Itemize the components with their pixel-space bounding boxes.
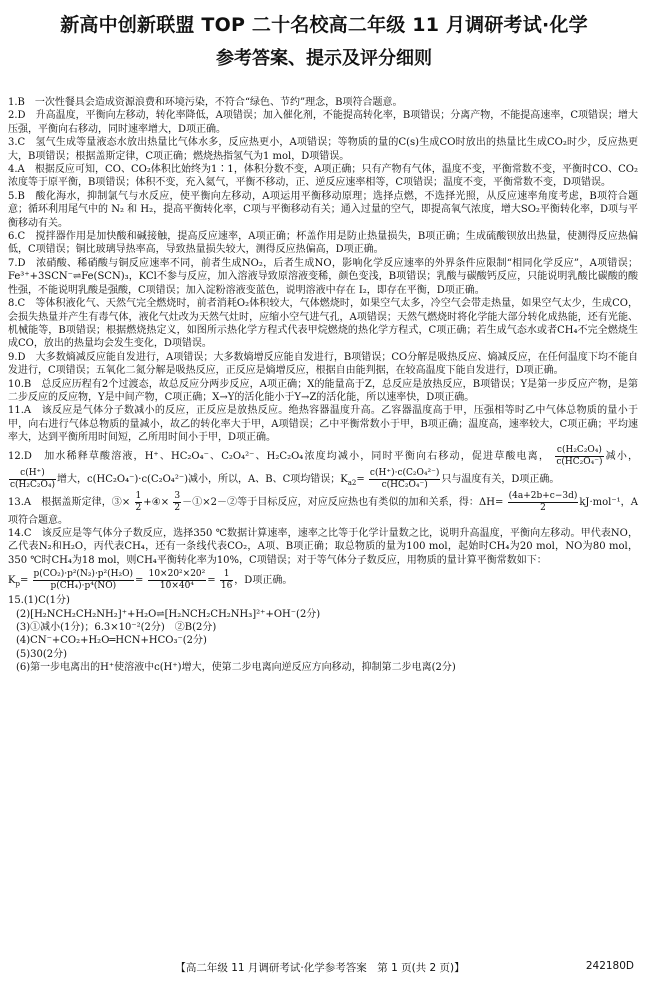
item12-text-2: 增大，c(HC₂O₄⁻)·c(C₂O₄²⁻)减小，所以，A、B、C项均错误；K	[57, 473, 348, 485]
item12-lead: 12.D 加水稀释草酸溶液，H⁺、HC₂O₄⁻、C₂O₄²⁻、H₂C₂O₄浓度均减小，同时平衡向右移动，促进草酸电离，	[8, 450, 550, 462]
answer-item-1: 1.B 一次性餐具会造成资源浪费和环境污染，不符合“绿色、节约”理念，B项符合题意。	[8, 97, 403, 108]
answer-item-3: 3.C 氢气生成等量液态水放出热量比气体水多，反应热更小，A项错误；等物质的量的C(s)生成CO时放出的热量比生成CO₂时少，反应热更大，B项错误；根据盖斯定律，C项正确；燃烧热指氢气为1 mol，D项错误。	[8, 137, 638, 162]
item12-f3-denominator: c(HC₂O₄⁻)	[381, 479, 428, 490]
item14-tail: ，D项正确。	[234, 575, 293, 587]
answer-item-15	[8, 594, 638, 674]
answer-body	[8, 96, 638, 675]
item14-kp-formula	[8, 569, 638, 592]
item14-kp: K	[8, 575, 16, 587]
item13-text-3: kJ·mol⁻¹，A项符合题意。	[8, 496, 638, 526]
item14-f3-denominator: 16	[220, 581, 233, 592]
footer-code: 242180D	[585, 960, 634, 972]
item12-fraction-3	[369, 468, 440, 491]
answer-item-9: 9.D 大多数熵减反应能自发进行，A项错误；大多数熵增反应能自发进行，B项错误；CO分解是吸热反应、熵减反应，在任何温度下均不能自发进行，C项错误；五氧化二氮分解是吸热反应，正反应是熵增反应，根据自由能判据，在较高温度下能自发进行，D项正确。	[8, 351, 638, 377]
item13-f2-numerator: 3	[174, 490, 181, 501]
answer-item-13	[8, 491, 638, 527]
item15-line-5: (5)30(2分)	[16, 648, 68, 660]
item15-head: 15.(1)C(1分)	[8, 595, 70, 607]
page-title: 新高中创新联盟 TOP 二十名校高二年级 11 月调研考试·化学	[60, 14, 588, 36]
answer-item-6: 6.C 搅拌器作用是加快酸和碱接触，提高反应速率，A项正确；杯盖作用是防止热量损失，B项正确；生成硫酸钡放出热量，使测得反应热偏低，C项错误；铜比玻璃导热率高，导致热量损失较大，测得反应热偏高，D项正确。	[8, 231, 638, 256]
item14-f1-denominator: p(CH₄)·p⁴(NO)	[50, 581, 117, 592]
answer-item-5: 5.B 酸化海水，抑制氯气与水反应，使平衡向左移动，A项运用平衡移动原理；选择点燃，不选择光照，从反应速率角度考虑，B项符合题意；循环利用尾气中的 N₂ 和 H₂，提高平衡转化率，C项与平衡移动有关；通入过量的空气，即提高氧气浓度，增大SO₂平衡转化率，D项与平衡移动有关。	[8, 190, 638, 229]
item13-f3-numerator: (4a+2b+c−3d)	[508, 490, 578, 501]
item14-f1-numerator: p(CO₂)·p²(N₂)·p²(H₂O)	[33, 569, 134, 580]
item12-text-1: 减小，	[604, 450, 638, 462]
answer-item-14	[8, 527, 638, 592]
answer-item-11: 11.A 该反应是气体分子数减小的反应，正反应是放热反应。绝热容器温度升高。乙容器温度高于甲，压强相等时乙中气体总物质的量小于甲，向右进行气体总物质的量减小，故乙的转化率大于甲，A项错误；乙中平衡常数小于甲，B项正确；温度高，速率较大，C项正确；平均速率大，达到平衡所用时间短，乙所用时间小于甲，D项正确。	[8, 405, 638, 444]
item12-f2-denominator: c(H₂C₂O₄)	[10, 479, 55, 490]
item15-sub-list	[8, 608, 638, 675]
item12-f1-denominator: c(HC₂O₄⁻)	[556, 456, 603, 467]
item13-f1-numerator: 1	[135, 490, 142, 501]
item15-line-2: (2)[H₂NCH₂CH₂NH₂]⁺+H₂O⇌[H₂NCH₂CH₂NH₃]²⁺+OH⁻(2分)	[16, 608, 321, 620]
item15-line-4: (4)CN⁻+CO₂+H₂O═HCN+HCO₃⁻(2分)	[16, 635, 207, 647]
item13-fraction-1	[135, 491, 143, 514]
item14-eq-1: =	[19, 575, 29, 587]
item14-fraction-1	[33, 569, 134, 592]
item14-kp-subscript: p	[15, 580, 20, 589]
footer-page-info: 【高二年级 11 月调研考试·化学参考答案 第 1 页(共 2 页)】	[175, 962, 465, 974]
item14-f2-numerator: 10×20²×20²	[148, 569, 206, 580]
item13-text-1: +④×	[143, 496, 170, 508]
item14-fraction-3	[220, 569, 233, 592]
page-subtitle: 参考答案、提示及评分细则	[216, 48, 432, 69]
item13-fraction-3	[508, 491, 579, 514]
item13-f1-denominator: 2	[135, 502, 142, 513]
answer-item-7: 7.D 浓硝酸、稀硝酸与铜反应速率不同，前者生成NO₂，后者生成NO，影响化学反应速率的外界条件应限制“相同化学反应”，A项错误；Fe³⁺+3SCN⁻⇌Fe(SCN)₃，KCl不参与反应，加入溶液导致原溶液变稀，颜色变浅，B项错误；乳酸与碳酸钙反应，只能说明乳酸比碳酸的酸性强，不能说明乳酸是强酸，C项错误；加入淀粉溶液变蓝色，说明溶液中存在 I₂，即存在平衡，D项正确。	[8, 257, 638, 296]
item14-text: 14.C 该反应是等气体分子数反应，选择350 ℃数据计算速率，速率之比等于化学计量数之比，说明升高温度，平衡向左移动。甲代表NO，乙代表N₂和H₂O，丙代表CH₄，还有一条线代表CO₂，A项、B项正确；取总物质的量为100 mol，起始时CH₄为20 mol，NO为80 mol，350 ℃时CH₄为18 mol，则CH₄平衡转化率为10%，C项错误；对于等气体分子数反应，用物质的量计算平衡常数如下：	[8, 527, 638, 566]
item14-fraction-2	[148, 569, 207, 592]
answer-item-10: 10.B 总反应历程有2个过渡态，故总反应分两步反应，A项正确；X的能量高于Z，总反应是放热反应，B项错误；Y是第一步反应产物，是第二步反应的反应物，Y是中间产物，C项正确；X→Y的活化能小于Y→Z的活化能，所以速率快，D项正确。	[8, 378, 638, 403]
answer-item-12	[8, 445, 638, 491]
item14-eq-3: =	[207, 575, 216, 587]
item14-eq-2: =	[135, 575, 144, 587]
item15-line-6: (6)第一步电离出的H⁺使溶液中c(H⁺)增大，使第二步电离向逆反应方向移动，抑制第二步电离(2分)	[16, 662, 456, 674]
item12-f3-numerator: c(H⁺)·c(C₂O₄²⁻)	[369, 467, 440, 478]
item12-text-3: 只与温度有关，D项正确。	[441, 473, 560, 485]
item14-f2-denominator: 10×40⁴	[159, 581, 194, 592]
item13-text-2: －①×2－②等于目标反应，对应反应热也有类似的加和关系，得：ΔH=	[182, 496, 504, 508]
item12-ka2-subscript: a2	[347, 478, 357, 487]
answer-item-8: 8.C 等体积液化气、天然气完全燃烧时，前者消耗O₂体积较大，气体燃烧时，如果空气太多，冷空气会带走热量，如果空气太少，生成CO，会损失热量并产生有毒气体，液化气灶改为天然气灶时，应缩小空气进气孔，A项错误；天然气燃烧时将化学能大部分转化成热能，还有光能、机械能等，B项错误；根据燃烧热定义，如图所示热化学方程式代表甲烷燃烧的热化学方程式，C项正确；若生成气态水或者CH₄不完全燃烧生成CO，放出的热量均会发生变化，D项错误。	[8, 298, 638, 350]
item12-fraction-1	[555, 445, 603, 468]
item14-f3-numerator: 1	[220, 569, 233, 581]
item13-lead: 13.A 根据盖斯定律，③×	[8, 496, 131, 508]
item12-f2-numerator: c(H⁺)	[9, 468, 56, 480]
item12-f1-numerator: c(H₂C₂O₄)	[556, 444, 602, 455]
item13-fraction-2	[173, 491, 181, 514]
answer-item-4: 4.A 根据反应可知，CO、CO₂体积比始终为1∶1，体积分数不变，A项正确；只有产物有气体，温度不变，平衡常数不变，平衡时CO、CO₂浓度等于原平衡，B项错误；体积不变，充入氦气，平衡不移动，正、逆反应速率相等，C项错误；温度不变，平衡常数不变，D项错误。	[8, 164, 638, 189]
item13-f2-denominator: 2	[174, 502, 181, 513]
answer-item-2: 2.D 升高温度，平衡向左移动，转化率降低，A项错误；加入催化剂，不能提高转化率，B项错误；分离产物，不能提高速率，C项错误；增大压强，平衡向右移动，同时速率增大，D项正确。	[8, 110, 638, 135]
item12-fraction-2	[9, 468, 56, 491]
item15-line-3: (3)①减小(1分)；6.3×10⁻²(2分) ②B(2分)	[16, 622, 217, 633]
item12-equals: =	[356, 473, 365, 485]
item13-f3-denominator: 2	[540, 502, 546, 513]
